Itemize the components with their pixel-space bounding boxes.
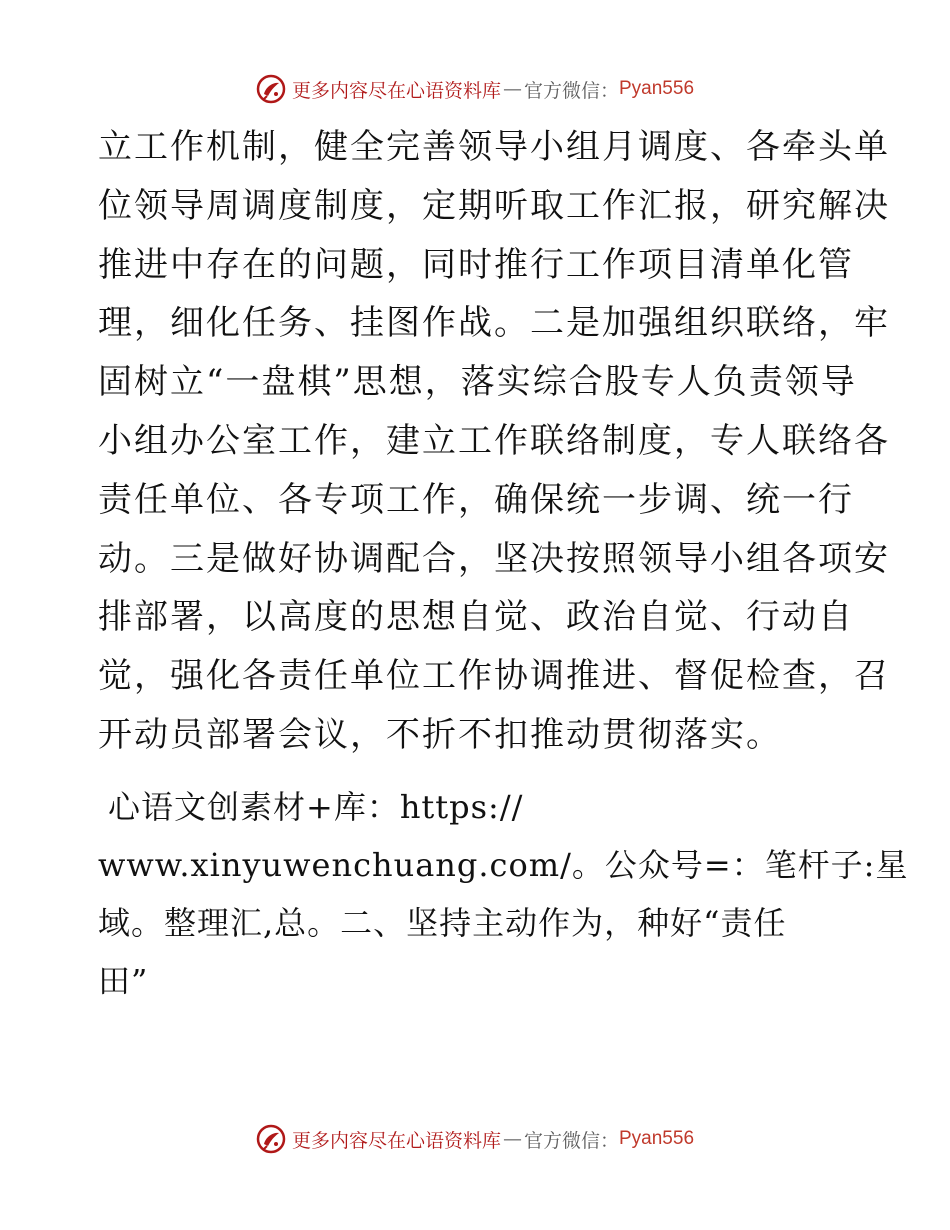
paragraph-line: 推进中存在的问题，同时推行工作项目清单化管 [98,244,854,285]
brand-logo-icon [256,74,286,104]
banner-separator: — [502,1128,522,1150]
note-line: 心语文创素材+库：https:// [108,788,524,826]
banner-separator: — [502,78,522,100]
paragraph-line: 理，细化任务、挂图作战。二是加强组织联络，牢 [98,303,890,344]
paragraph-line: 动。三是做好协调配合，坚决按照领导小组各项安 [98,538,890,579]
source-note [98,778,909,1010]
banner-wechat-label: 官方微信： [523,79,619,102]
banner-brand-text: 更多内容尽在心语资料库 [291,1129,501,1152]
note-line: 田” [98,962,149,1000]
banner-brand-text: 更多内容尽在心语资料库 [291,79,501,102]
paragraph-line: 排部署，以高度的思想自觉、政治自觉、行动自 [98,597,854,638]
banner-wechat-handle: Pyan556 [619,78,695,99]
paragraph-line: 位领导周调度制度，定期听取工作汇报，研究解决 [98,185,890,226]
footer-banner [0,1124,950,1154]
note-line: www.xinyuwenchuang.com/。公众号=：笔杆子:星 [98,846,909,884]
paragraph-line: 立工作机制，健全完善领导小组月调度、各牵头单 [98,127,890,167]
header-banner [0,74,950,104]
paragraph-line: 开动员部署会议，不折不扣推动贯彻落实。 [98,714,782,755]
note-line: 域。整理汇,总。二、坚持主动作为，种好“责任 [98,904,787,942]
paragraph-line: 觉，强化各责任单位工作协调推进、督促检查，召 [98,656,890,697]
body-paragraph [98,118,890,765]
brand-logo-icon [256,1124,286,1154]
banner-wechat-handle: Pyan556 [619,1128,695,1149]
paragraph-line: 责任单位、各专项工作，确保统一步调、统一行 [98,479,854,520]
paragraph-line: 小组办公室工作，建立工作联络制度，专人联络各 [98,420,890,461]
paragraph-line: 固树立“一盘棋”思想，落实综合股专人负责领导 [98,362,857,403]
banner-wechat-label: 官方微信： [523,1129,619,1152]
